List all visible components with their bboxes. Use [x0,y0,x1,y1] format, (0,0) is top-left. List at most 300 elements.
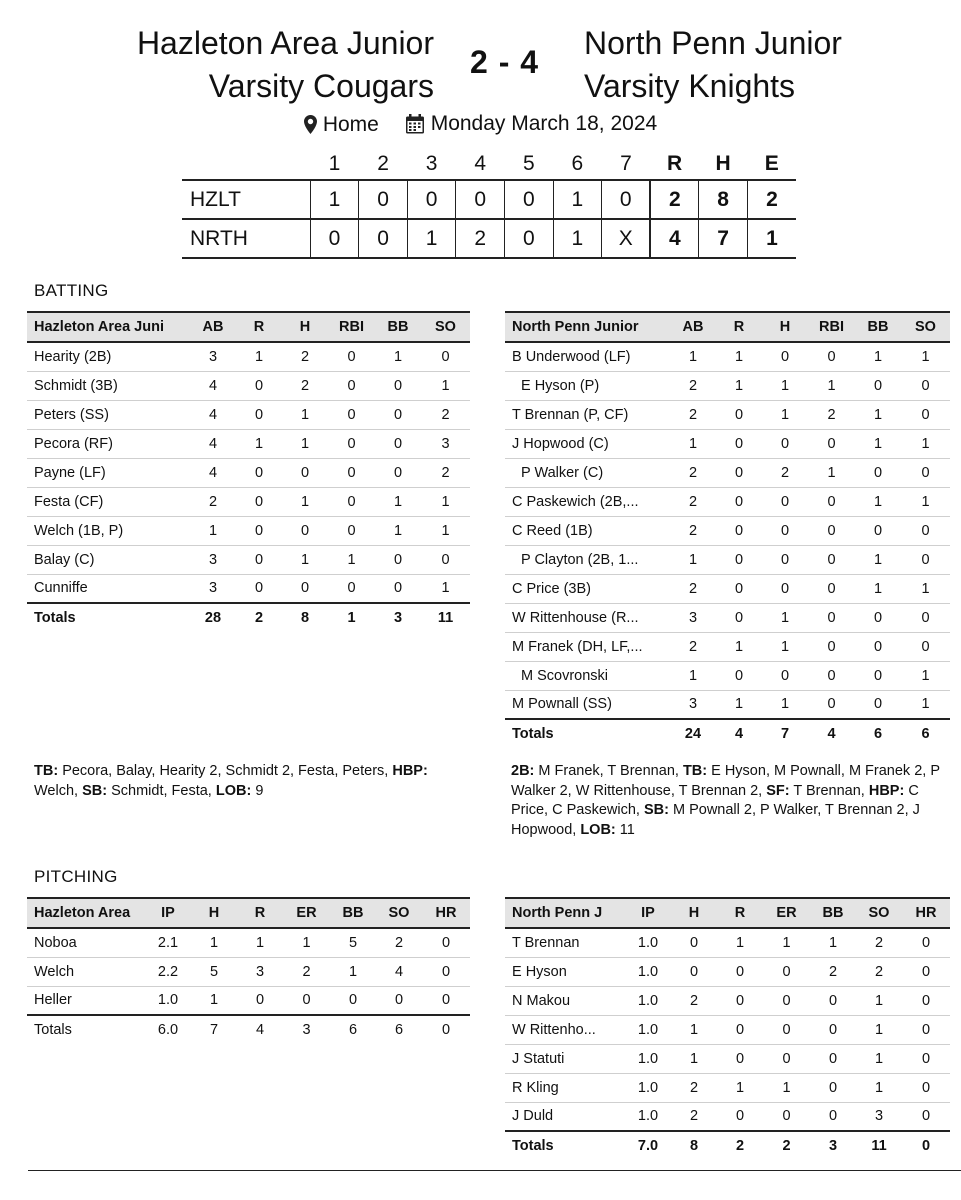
note-label: HBP: [392,763,428,779]
stat-cell: 0 [375,545,421,574]
stat-cell: 0 [808,603,855,632]
stat-cell: 1 [763,1073,810,1102]
stat-cell: 4 [808,719,855,748]
totals-row [27,1015,470,1044]
stat-cell: 1 [716,690,762,719]
column-header: HR [902,898,950,928]
player-name: T Brennan [505,928,625,957]
stat-cell: 0 [808,516,855,545]
stat-cell: 1 [763,928,810,957]
table-row [505,371,950,400]
column-header: AB [190,312,236,342]
stat-cell: 3 [283,1015,330,1044]
pitching-header-row [505,898,950,928]
stat-cell: 2 [670,487,716,516]
stat-cell: 0 [328,574,375,603]
note-label: SB: [82,782,108,799]
stat-cell: 0 [808,574,855,603]
stat-cell: 1 [375,516,421,545]
stat-cell: 1 [901,690,950,719]
home-team-name-line2: Varsity Cougars [208,68,434,104]
stat-cell: 2 [670,400,716,429]
note-text: Welch, [34,782,83,799]
stat-cell: 0 [902,1102,950,1131]
stat-cell: 0 [855,661,901,690]
note-text: E Hyson, M Pownall, M Franek 2, P Walker 2, W Rittenhouse, T Brennan 2, [511,763,940,799]
table-row [505,1044,950,1073]
stat-cell: 1 [375,487,421,516]
stat-cell: 6 [901,719,950,748]
stat-cell: 0 [422,957,470,986]
team-column-header: Hazleton Area [27,898,145,928]
stat-cell: 0 [716,429,762,458]
stat-cell: 1 [855,342,901,371]
errors-header: E [764,151,779,175]
stat-cell: 1 [670,342,716,371]
column-header: IP [625,898,671,928]
stat-cell: 1.0 [625,1102,671,1131]
stat-cell: 8 [671,1131,717,1160]
stat-cell: 1 [856,1015,902,1044]
inning-score: 1 [310,180,359,219]
stat-cell: 0 [808,429,855,458]
stat-cell: 0 [328,400,375,429]
batting-section-title: BATTING [34,281,109,300]
errors-total: 1 [747,219,796,258]
stat-cell: 1 [375,342,421,371]
inning-score: 1 [407,219,456,258]
stat-cell: 1 [810,928,856,957]
table-row [505,928,950,957]
stat-cell: 1.0 [625,986,671,1015]
table-row [27,487,470,516]
note-label: LOB: [580,821,616,838]
player-name: R Kling [505,1073,625,1102]
stat-cell: 0 [716,603,762,632]
stat-cell: 0 [902,1131,950,1160]
totals-label: Totals [505,1131,625,1160]
stat-cell: 0 [328,429,375,458]
stat-cell: 0 [808,545,855,574]
column-header: BB [330,898,376,928]
stat-cell: 2 [421,458,470,487]
stat-cell: 0 [716,400,762,429]
away-team-name [584,22,842,108]
stat-cell: 0 [808,487,855,516]
stat-cell: 1 [762,632,808,661]
stat-cell: 1 [237,928,283,957]
player-name: B Underwood (LF) [505,342,670,371]
hits-total: 8 [699,180,748,219]
stat-cell: 1 [191,928,237,957]
totals-row [27,603,470,632]
stat-cell: 0 [901,400,950,429]
stat-cell: 0 [671,957,717,986]
stat-cell: 0 [902,928,950,957]
stat-cell: 1 [901,574,950,603]
stat-cell: 0 [283,986,330,1015]
stat-cell: 1 [716,371,762,400]
stat-cell: 2 [670,632,716,661]
column-header: BB [810,898,856,928]
stat-cell: 0 [422,986,470,1015]
stat-cell: 2 [670,574,716,603]
stat-cell: 0 [237,986,283,1015]
player-name: Heller [27,986,145,1015]
stat-cell: 0 [717,957,763,986]
stat-cell: 0 [902,957,950,986]
stat-cell: 0 [762,545,808,574]
stat-cell: 1 [762,690,808,719]
stat-cell: 1 [421,516,470,545]
runs-total: 2 [650,180,699,219]
stat-cell: 0 [236,487,282,516]
stat-cell: 2 [670,458,716,487]
table-row [505,545,950,574]
player-name: C Price (3B) [505,574,670,603]
stat-cell: 1 [717,1073,763,1102]
stat-cell: 1 [808,458,855,487]
stat-cell: 2 [671,1073,717,1102]
stat-cell: 0 [717,1102,763,1131]
stat-cell: 28 [190,603,236,632]
stat-cell: 0 [902,1073,950,1102]
stat-cell: 0 [717,986,763,1015]
home-team-name [137,22,434,108]
column-header: H [191,898,237,928]
table-row [505,487,950,516]
table-row [27,400,470,429]
line-score-table [182,148,796,259]
stat-cell: 1 [856,986,902,1015]
stat-cell: 1 [717,928,763,957]
stat-cell: 0 [855,603,901,632]
stat-cell: 4 [190,458,236,487]
stat-cell: 0 [763,1102,810,1131]
batting-header-row [27,312,470,342]
stat-cell: 1 [901,429,950,458]
stat-cell: 0 [763,1044,810,1073]
stat-cell: 0 [282,516,328,545]
line-score-header [182,148,796,180]
column-header: SO [856,898,902,928]
column-header: ER [763,898,810,928]
stat-cell: 1 [670,661,716,690]
stat-cell: 0 [901,545,950,574]
stat-cell: 0 [376,986,422,1015]
stat-cell: 2 [376,928,422,957]
stat-cell: 4 [190,429,236,458]
stat-cell: 1 [762,371,808,400]
stat-cell: 0 [762,574,808,603]
column-header: ER [283,898,330,928]
stat-cell: 0 [810,1044,856,1073]
stat-cell: 1 [855,545,901,574]
stat-cell: 3 [856,1102,902,1131]
stat-cell: 0 [901,516,950,545]
column-header: R [237,898,283,928]
errors-total: 2 [747,180,796,219]
stat-cell: 0 [901,603,950,632]
stat-cell: 1.0 [625,1073,671,1102]
stat-cell: 1 [328,603,375,632]
column-header: H [762,312,808,342]
stat-cell: 7 [762,719,808,748]
stat-cell: 4 [376,957,422,986]
table-row [27,458,470,487]
table-row [505,574,950,603]
stat-cell: 0 [810,1015,856,1044]
table-row [27,371,470,400]
player-name: P Walker (C) [505,458,670,487]
home-batting-notes [34,762,474,801]
note-label: TB: [682,763,708,779]
table-row [27,957,470,986]
column-header: SO [421,312,470,342]
player-name: T Brennan (P, CF) [505,400,670,429]
stat-cell: 0 [421,342,470,371]
stat-cell: 1 [762,603,808,632]
inning-score: 0 [456,180,505,219]
column-header: SO [376,898,422,928]
stat-cell: 7 [191,1015,237,1044]
stat-cell: 0 [716,574,762,603]
stat-cell: 0 [422,1015,470,1044]
stat-cell: 0 [282,574,328,603]
stat-cell: 1 [191,986,237,1015]
hits-total: 7 [699,219,748,258]
stat-cell: 0 [855,371,901,400]
inning-score: 1 [553,219,602,258]
stat-cell: 0 [762,661,808,690]
bottom-divider [28,1170,961,1171]
table-row [505,458,950,487]
note-text: M Franek, T Brennan, [534,763,683,779]
table-row [505,603,950,632]
player-name: J Statuti [505,1044,625,1073]
table-row [505,632,950,661]
stat-cell: 0 [375,458,421,487]
pitching-header-row [27,898,470,928]
table-row [27,986,470,1015]
note-label: SB: [643,802,669,818]
stat-cell: 0 [763,957,810,986]
stat-cell: 0 [901,632,950,661]
totals-label: Totals [27,603,190,632]
team-column-header: North Penn J [505,898,625,928]
note-text: M Pownall 2, P Walker, T Brennan 2, J Hopwood, [511,802,920,838]
calendar-icon [405,114,425,134]
table-row [505,429,950,458]
pitching-section-title: PITCHING [34,867,118,886]
note-label: LOB: [215,782,252,799]
column-header: HR [422,898,470,928]
stat-cell: 1 [856,1044,902,1073]
player-name: Noboa [27,928,145,957]
date-label: Monday March 18, 2024 [430,112,658,135]
player-name: Schmidt (3B) [27,371,190,400]
stat-cell: 3 [375,603,421,632]
totals-row [505,1131,950,1160]
stat-cell: 1 [716,342,762,371]
stat-cell: 0 [763,986,810,1015]
stat-cell: 2 [856,957,902,986]
column-header: SO [901,312,950,342]
stat-cell: 0 [901,458,950,487]
stat-cell: 0 [716,487,762,516]
player-name: J Duld [505,1102,625,1131]
column-header: IP [145,898,191,928]
inning-score: 0 [602,180,651,219]
game-location [304,113,379,137]
inning-score: 0 [505,219,554,258]
player-name: Balay (C) [27,545,190,574]
table-row [505,986,950,1015]
table-row [27,342,470,371]
stat-cell: 1 [421,487,470,516]
stat-cell: 2.1 [145,928,191,957]
stat-cell: 0 [808,661,855,690]
table-row [505,661,950,690]
team-column-header: North Penn Junior [505,312,670,342]
away-batting-notes [511,762,947,840]
stat-cell: 11 [856,1131,902,1160]
game-meta [0,112,961,140]
stat-cell: 0 [717,1044,763,1073]
note-label: HBP: [868,782,905,799]
stat-cell: 1 [856,1073,902,1102]
player-name: Hearity (2B) [27,342,190,371]
inning-header: 7 [620,151,632,175]
player-name: W Rittenhouse (R... [505,603,670,632]
stat-cell: 6 [330,1015,376,1044]
stat-cell: 1 [190,516,236,545]
runs-total: 4 [650,219,699,258]
stat-cell: 0 [855,516,901,545]
game-date [405,112,657,136]
stat-cell: 0 [375,371,421,400]
stat-cell: 1 [282,545,328,574]
stat-cell: 1 [671,1044,717,1073]
stat-cell: 1 [236,429,282,458]
stat-cell: 1 [283,928,330,957]
stat-cell: 1 [328,545,375,574]
column-header: R [716,312,762,342]
note-label: SF: [766,782,790,799]
stat-cell: 4 [190,400,236,429]
player-name: Payne (LF) [27,458,190,487]
line-score-team-header [182,148,310,180]
table-row [505,690,950,719]
stat-cell: 0 [375,400,421,429]
player-name: M Pownall (SS) [505,690,670,719]
player-name: J Hopwood (C) [505,429,670,458]
player-name: Welch [27,957,145,986]
inning-header: 2 [377,151,389,175]
stat-cell: 0 [855,458,901,487]
player-name: E Hyson [505,957,625,986]
stat-cell: 2 [190,487,236,516]
stat-cell: 24 [670,719,716,748]
stat-cell: 1 [855,429,901,458]
stat-cell: 1 [855,487,901,516]
stat-cell: 0 [808,632,855,661]
table-row [505,957,950,986]
player-name: Welch (1B, P) [27,516,190,545]
column-header: R [717,898,763,928]
batting-header-row [505,312,950,342]
note-label: 2B: [511,763,535,779]
stat-cell: 0 [762,429,808,458]
inning-score: 2 [456,219,505,258]
stat-cell: 5 [191,957,237,986]
table-row [27,545,470,574]
stat-cell: 0 [763,1015,810,1044]
stat-cell: 0 [328,371,375,400]
totals-label: Totals [505,719,670,748]
stat-cell: 0 [810,986,856,1015]
stat-cell: 0 [808,342,855,371]
inning-header: 5 [522,151,535,175]
table-row [505,516,950,545]
stat-cell: 8 [282,603,328,632]
stat-cell: 2 [283,957,330,986]
inning-score: 0 [359,219,408,258]
player-name: Cunniffe [27,574,190,603]
stat-cell: 2 [763,1131,810,1160]
column-header: RBI [808,312,855,342]
stat-cell: 1 [670,429,716,458]
stat-cell: 0 [328,487,375,516]
inning-score: 1 [553,180,602,219]
table-row [27,928,470,957]
stat-cell: 3 [810,1131,856,1160]
stat-cell: 0 [901,371,950,400]
stat-cell: 0 [855,690,901,719]
stat-cell: 2 [808,400,855,429]
stat-cell: 0 [716,545,762,574]
stat-cell: 7.0 [625,1131,671,1160]
inning-header: 6 [571,151,584,175]
player-name: Pecora (RF) [27,429,190,458]
stat-cell: 0 [716,516,762,545]
hits-header: H [715,151,731,175]
stat-cell: 1 [855,400,901,429]
stat-cell: 1 [282,400,328,429]
stat-cell: 1 [670,545,716,574]
note-text: Schmidt, Festa, [107,782,216,799]
column-header: AB [670,312,716,342]
stat-cell: 6 [376,1015,422,1044]
line-score-team: HZLT [182,180,310,219]
stat-cell: 3 [670,603,716,632]
stat-cell: 0 [328,458,375,487]
player-name: W Rittenho... [505,1015,625,1044]
stat-cell: 4 [237,1015,283,1044]
stat-cell: 2 [236,603,282,632]
column-header: H [671,898,717,928]
column-header: BB [855,312,901,342]
stat-cell: 1 [421,574,470,603]
stat-cell: 1 [855,574,901,603]
note-label: TB: [34,763,59,779]
table-row [27,516,470,545]
stat-cell: 6.0 [145,1015,191,1044]
stat-cell: 0 [902,1044,950,1073]
stat-cell: 1 [762,400,808,429]
stat-cell: 0 [902,986,950,1015]
stat-cell: 4 [716,719,762,748]
